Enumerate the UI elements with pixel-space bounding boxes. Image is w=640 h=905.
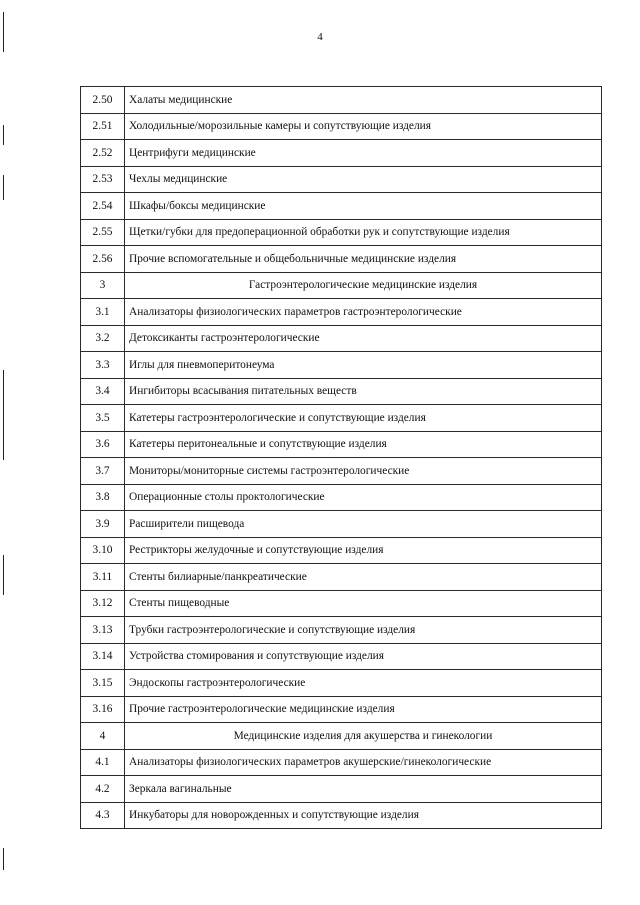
table-row	[81, 299, 602, 326]
scan-mark	[3, 555, 4, 595]
table-row	[81, 431, 602, 458]
row-number: 2.56	[81, 246, 125, 273]
table-row	[81, 140, 602, 167]
row-number: 2.54	[81, 193, 125, 220]
row-text: Операционные столы проктологические	[125, 484, 602, 511]
table-row	[81, 484, 602, 511]
table-row	[81, 670, 602, 697]
table-row	[81, 378, 602, 405]
row-text: Стенты пищеводные	[125, 590, 602, 617]
table-row	[81, 511, 602, 538]
table-row	[81, 166, 602, 193]
row-number: 3.14	[81, 643, 125, 670]
row-number: 3.6	[81, 431, 125, 458]
row-text: Зеркала вагинальные	[125, 776, 602, 803]
table-row	[81, 458, 602, 485]
row-text: Прочие гастроэнтерологические медицинские изделия	[125, 696, 602, 723]
row-text: Рестрикторы желудочные и сопутствующие изделия	[125, 537, 602, 564]
row-text: Шкафы/боксы медицинские	[125, 193, 602, 220]
table-row	[81, 219, 602, 246]
section-title: Гастроэнтерологические медицинские изделия	[125, 272, 602, 299]
row-number: 3.3	[81, 352, 125, 379]
table-row	[81, 537, 602, 564]
row-text: Ингибиторы всасывания питательных веществ	[125, 378, 602, 405]
row-text: Детоксиканты гастроэнтерологические	[125, 325, 602, 352]
row-text: Щетки/губки для предоперационной обработки рук и сопутствующие изделия	[125, 219, 602, 246]
row-number: 4.2	[81, 776, 125, 803]
row-number: 3.15	[81, 670, 125, 697]
table-row	[81, 643, 602, 670]
row-text: Центрифуги медицинские	[125, 140, 602, 167]
row-number: 3.1	[81, 299, 125, 326]
row-text: Эндоскопы гастроэнтерологические	[125, 670, 602, 697]
table-row	[81, 405, 602, 432]
row-number: 4.3	[81, 802, 125, 829]
row-number: 3.4	[81, 378, 125, 405]
row-text: Инкубаторы для новорожденных и сопутствующие изделия	[125, 802, 602, 829]
table-row	[81, 564, 602, 591]
row-text: Катетеры гастроэнтерологические и сопутствующие изделия	[125, 405, 602, 432]
row-text: Анализаторы физиологических параметров акушерские/гинекологические	[125, 749, 602, 776]
row-number: 3.2	[81, 325, 125, 352]
row-number: 3.12	[81, 590, 125, 617]
table-row	[81, 802, 602, 829]
table-row	[81, 352, 602, 379]
table-row	[81, 325, 602, 352]
row-text: Мониторы/мониторные системы гастроэнтерологические	[125, 458, 602, 485]
row-number: 4	[81, 723, 125, 750]
scan-mark	[3, 370, 4, 460]
section-row	[81, 272, 602, 299]
scan-mark	[3, 12, 4, 52]
row-number: 2.55	[81, 219, 125, 246]
table-row	[81, 246, 602, 273]
row-text: Прочие вспомогательные и общебольничные медицинские изделия	[125, 246, 602, 273]
row-text: Устройства стомирования и сопутствующие изделия	[125, 643, 602, 670]
row-text: Стенты билиарные/панкреатические	[125, 564, 602, 591]
table-row	[81, 193, 602, 220]
row-number: 3.7	[81, 458, 125, 485]
row-number: 3.8	[81, 484, 125, 511]
row-text: Халаты медицинские	[125, 87, 602, 114]
row-number: 3	[81, 272, 125, 299]
section-row	[81, 723, 602, 750]
row-number: 2.50	[81, 87, 125, 114]
table-row	[81, 749, 602, 776]
section-title: Медицинские изделия для акушерства и гинекологии	[125, 723, 602, 750]
row-number: 2.53	[81, 166, 125, 193]
row-number: 2.52	[81, 140, 125, 167]
scan-mark	[3, 848, 4, 870]
row-number: 3.11	[81, 564, 125, 591]
row-text: Иглы для пневмоперитонеума	[125, 352, 602, 379]
row-number: 2.51	[81, 113, 125, 140]
row-text: Холодильные/морозильные камеры и сопутствующие изделия	[125, 113, 602, 140]
row-number: 4.1	[81, 749, 125, 776]
row-text: Расширители пищевода	[125, 511, 602, 538]
table-row	[81, 696, 602, 723]
row-number: 3.5	[81, 405, 125, 432]
scan-mark	[3, 175, 4, 200]
table-row	[81, 113, 602, 140]
page-number: 4	[317, 31, 323, 43]
row-text: Катетеры перитонеальные и сопутствующие изделия	[125, 431, 602, 458]
table-row	[81, 87, 602, 114]
row-number: 3.13	[81, 617, 125, 644]
row-text: Чехлы медицинские	[125, 166, 602, 193]
row-text: Анализаторы физиологических параметров гастроэнтерологические	[125, 299, 602, 326]
row-number: 3.10	[81, 537, 125, 564]
row-text: Трубки гастроэнтерологические и сопутствующие изделия	[125, 617, 602, 644]
scan-mark	[3, 125, 4, 145]
row-number: 3.16	[81, 696, 125, 723]
classification-table	[80, 86, 602, 829]
table-row	[81, 590, 602, 617]
table-body	[81, 87, 602, 829]
table-row	[81, 617, 602, 644]
row-number: 3.9	[81, 511, 125, 538]
table-row	[81, 776, 602, 803]
